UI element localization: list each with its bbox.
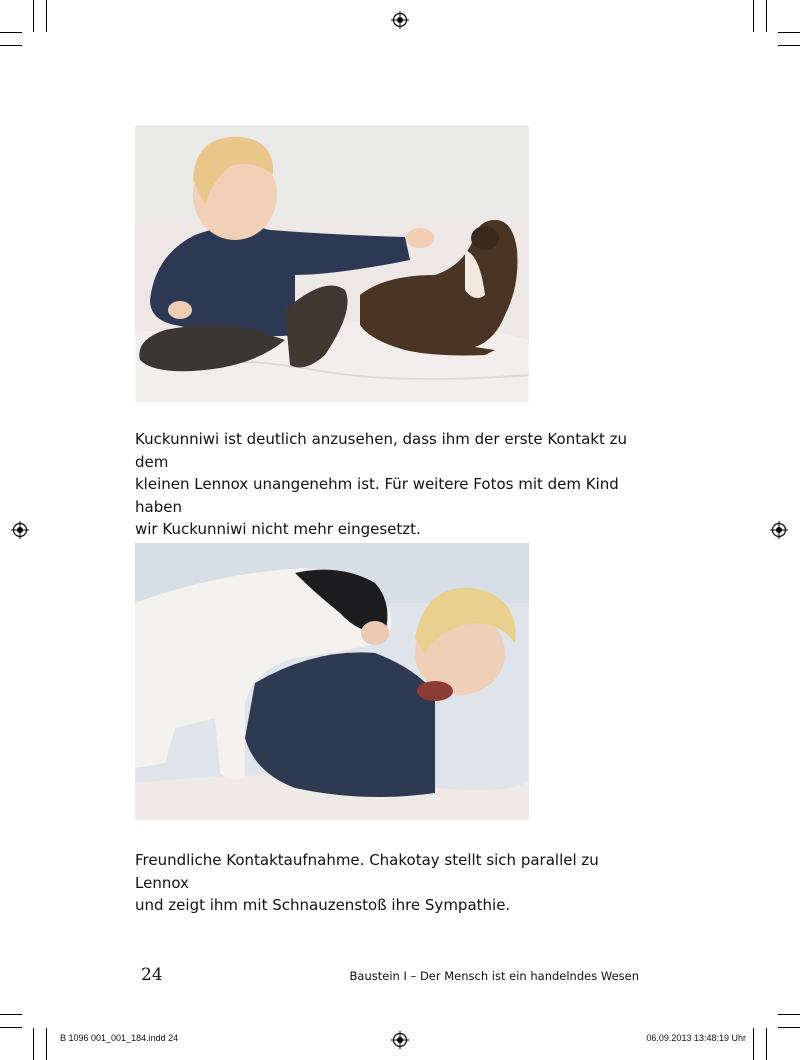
crop-mark [0,1027,22,1028]
registration-mark-icon [391,1031,409,1049]
crop-mark [33,1028,34,1060]
registration-mark-icon [391,11,409,29]
page-number: 24 [141,965,163,985]
crop-mark [0,45,22,46]
photo-illustration [135,543,529,820]
running-title: Baustein I – Der Mensch ist ein handelndes Wesen [349,969,639,983]
photo-child-with-white-dog [135,543,529,820]
crop-mark [0,1014,22,1015]
crop-mark [778,45,800,46]
registration-mark-icon [11,521,29,539]
crop-mark [753,1028,754,1060]
caption-line: kleinen Lennox unangenehm ist. Für weitere Fotos mit dem Kind haben [135,475,619,516]
crop-mark [778,1014,800,1015]
caption-line: Freundliche Kontaktaufnahme. Chakotay stellt sich parallel zu Lennox [135,851,599,892]
crop-mark [766,1028,767,1060]
crop-mark [46,1028,47,1060]
crop-mark [33,0,34,32]
crop-mark [0,32,22,33]
photo-illustration [135,125,529,402]
crop-mark [766,0,767,32]
caption-photo-1 [135,428,655,541]
caption-line: und zeigt ihm mit Schnauzenstoß ihre Sympathie. [135,896,511,914]
crop-mark [753,0,754,32]
caption-line: Kuckunniwi ist deutlich anzusehen, dass ihm der erste Kontakt zu dem [135,430,627,471]
caption-line: wir Kuckunniwi nicht mehr eingesetzt. [135,520,421,538]
registration-mark-icon [770,521,788,539]
caption-photo-2 [135,849,655,917]
crop-mark [46,0,47,32]
crop-mark [778,1027,800,1028]
print-slug-file: B 1096 001_001_184.indd 24 [60,1033,179,1043]
print-slug-timestamp: 06.09.2013 13:48:19 Uhr [646,1033,746,1043]
photo-child-with-brown-dog [135,125,529,402]
crop-mark [778,32,800,33]
